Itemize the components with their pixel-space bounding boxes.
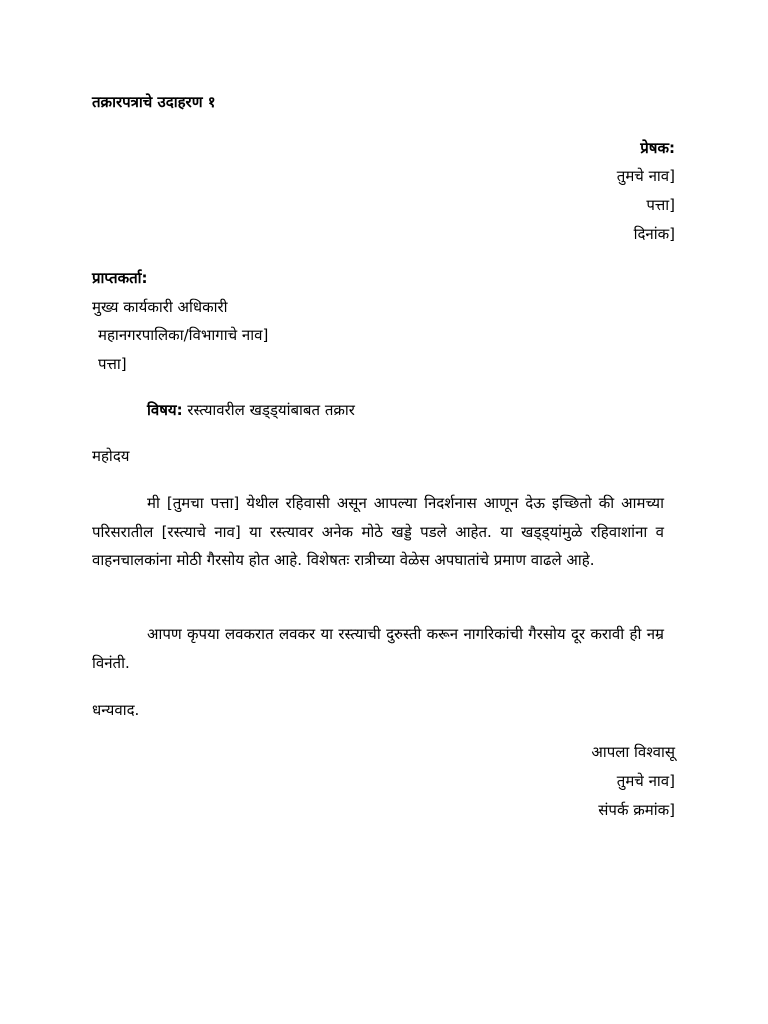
sender-label: प्रेषक: xyxy=(640,139,675,157)
subject-label: विषय: xyxy=(147,401,183,419)
subject-line xyxy=(147,400,355,420)
sender-address: पत्ता] xyxy=(646,196,675,214)
letter-heading: तक्रारपत्राचे उदाहरण १ xyxy=(92,93,216,111)
closing-valediction: आपला विश्वासू xyxy=(591,743,675,761)
recipient-org: महानगरपालिका/विभागाचे नाव] xyxy=(98,326,269,344)
closing-name: तुमचे नाव] xyxy=(616,772,675,790)
body-paragraph-1 xyxy=(92,489,664,575)
thanks: धन्यवाद. xyxy=(92,701,140,719)
recipient-title: मुख्य कार्यकारी अधिकारी xyxy=(92,298,228,316)
body-paragraph-2-text: आपण कृपया लवकरात लवकर या रस्त्याची दुरुस्ती करून नागरिकांची गैरसोय दूर करावी ही नम्र विनंती. xyxy=(92,625,664,672)
subject-text: रस्त्यावरील खड्ड्यांबाबत तक्रार xyxy=(187,401,355,419)
body-paragraph-2 xyxy=(92,620,664,677)
salutation: महोदय xyxy=(92,447,130,465)
body-paragraph-1-text: मी [तुमचा पत्ता] येथील रहिवासी असून आपल्या निदर्शनास आणून देऊ इच्छितो की आमच्या परिसरातील [रस्त्याचे नाव] या रस्त्यावर अनेक मोठे खड्डे पडले आहेत. या खड्ड्यांमुळे रहिवाशांना व वाहनचालकांना मोठी गैरसोय होत आहे. विशेषतः रात्रीच्या वेळेस अपघातांचे प्रमाण वाढले आहे. xyxy=(92,494,664,569)
sender-date: दिनांक] xyxy=(633,225,675,243)
sender-name: तुमचे नाव] xyxy=(616,167,675,185)
recipient-address: पत्ता] xyxy=(98,355,127,373)
recipient-label: प्राप्तकर्ता: xyxy=(92,269,148,287)
closing-contact: संपर्क क्रमांक] xyxy=(598,801,675,819)
